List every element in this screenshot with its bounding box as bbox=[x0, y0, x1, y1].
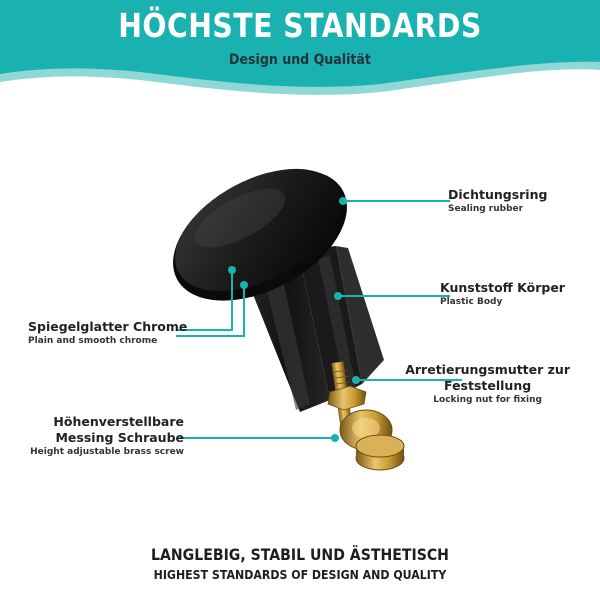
label-locking-nut bbox=[405, 362, 570, 406]
label-sealing-rubber bbox=[448, 187, 547, 215]
label-chrome bbox=[28, 319, 187, 347]
page-subtitle: Design und Qualität bbox=[229, 52, 371, 68]
label-screw-en: Height adjustable brass screw bbox=[30, 447, 184, 457]
label-plastic-body bbox=[440, 280, 565, 308]
label-locknut-en: Locking nut for fixing bbox=[433, 395, 542, 405]
footer-subline: HIGHEST STANDARDS OF DESIGN AND QUALITY bbox=[153, 567, 447, 582]
page-title: HÖCHSTE STANDARDS bbox=[118, 6, 482, 45]
label-sealing-de: Dichtungsring bbox=[448, 187, 548, 202]
label-chrome-en: Plain and smooth chrome bbox=[28, 336, 158, 346]
label-screw-de-2: Messing Schraube bbox=[55, 430, 184, 445]
footer-headline: LANGLEBIG, STABIL UND ÄSTHETISCH bbox=[151, 545, 449, 564]
label-locknut-de-1: Arretierungsmutter zur bbox=[405, 362, 570, 377]
label-locknut-de-2: Feststellung bbox=[444, 378, 532, 393]
label-brass-screw bbox=[30, 414, 184, 458]
label-body-de: Kunststoff Körper bbox=[440, 280, 565, 295]
label-screw-de-1: Höhenverstellbare bbox=[53, 414, 184, 429]
label-chrome-de: Spiegelglatter Chrome bbox=[28, 319, 188, 334]
label-body-en: Plastic Body bbox=[440, 297, 503, 307]
label-sealing-en: Sealing rubber bbox=[448, 204, 524, 214]
